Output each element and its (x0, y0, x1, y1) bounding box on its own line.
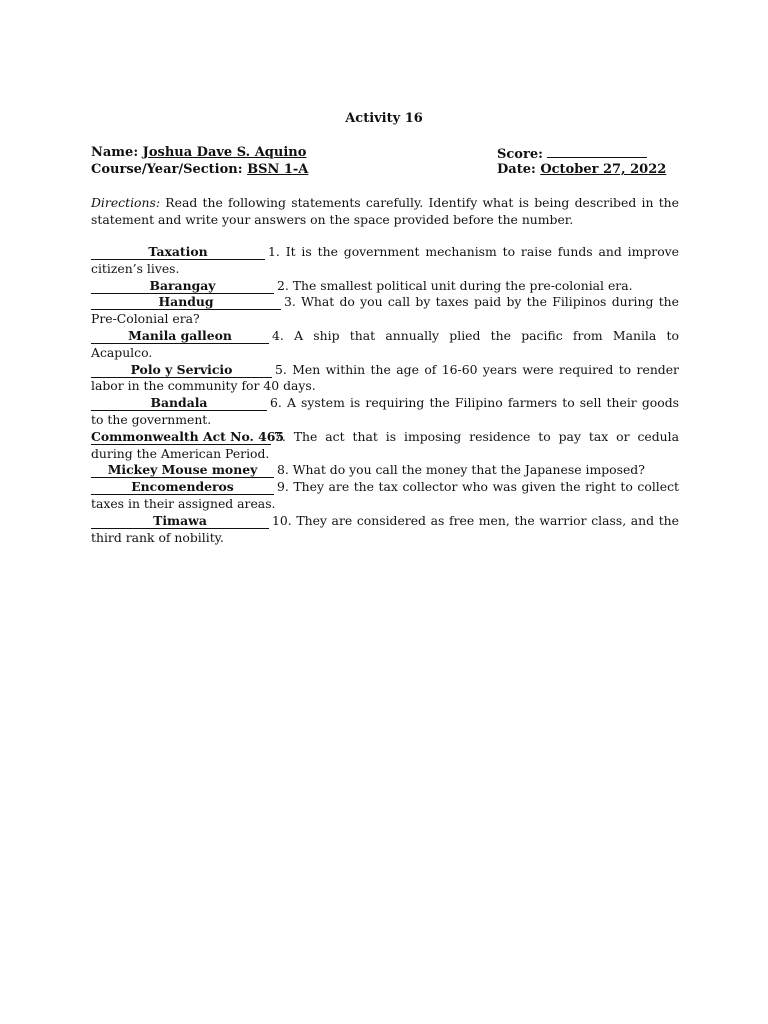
date-line (497, 162, 666, 178)
question-item (91, 362, 679, 396)
name-value: Joshua Dave S. Aquino (142, 145, 307, 160)
answer-blank: Manila galleon (91, 328, 269, 344)
question-item (91, 244, 679, 278)
question-item (91, 513, 679, 547)
question-text: 3. What do you call by taxes paid by the Filipinos during the Pre-Colonial era? (91, 294, 679, 327)
answer-blank: Taxation (91, 244, 265, 260)
score-blank (547, 145, 647, 158)
score-label: Score: (497, 147, 543, 162)
question-text: 4. A ship that annually plied the pacific from Manila to Acapulco. (91, 327, 679, 360)
directions-label: Directions: (91, 195, 161, 210)
course-line (91, 162, 308, 178)
question-item (91, 294, 679, 328)
answer-blank: Mickey Mouse money (91, 462, 274, 478)
question-text: 1. It is the government mechanism to raise funds and improve citizen’s lives. (91, 244, 679, 276)
name-line (91, 145, 306, 161)
answer-blank: Barangay (91, 278, 274, 294)
question-text: 8. What do you call the money that the Japanese imposed? (277, 462, 645, 478)
question-item (91, 479, 679, 513)
answer-blank: Bandala (91, 395, 267, 411)
question-item (91, 328, 679, 362)
name-label: Name: (91, 145, 139, 160)
question-list (91, 244, 679, 546)
course-label: Course/Year/Section: (91, 162, 243, 177)
date-value: October 27, 2022 (540, 162, 667, 177)
question-item (91, 278, 679, 295)
question-text: 6. A system is requiring the Filipino farmers to sell their goods to the government. (91, 395, 679, 427)
question-text: 5. Men within the age of 16-60 years were required to render labor in the community for 40 days. (91, 361, 679, 394)
score-line (497, 145, 647, 163)
answer-blank: Handug (91, 294, 281, 310)
question-text: 10. They are considered as free men, the warrior class, and the third rank of nobility. (91, 512, 679, 545)
answer-blank: Polo y Servicio (91, 362, 272, 378)
answer-blank: Encomenderos (91, 479, 274, 495)
directions-text: Read the following statements carefully. Identify what is being described in the statement and write your answers on the space provided before the number. (91, 195, 679, 227)
answer-blank: Commonwealth Act No. 465 (91, 428, 285, 444)
question-text: 9. They are the tax collector who was given the right to collect taxes in their assigned areas. (91, 479, 679, 511)
answer-blank: Timawa (91, 513, 269, 529)
directions (91, 195, 679, 228)
date-label: Date: (497, 162, 536, 177)
question-item (91, 395, 679, 429)
question-text: 7. The act that is imposing residence to pay tax or cedula during the American Period. (91, 428, 679, 461)
question-text: 2. The smallest political unit during the pre-colonial era. (277, 277, 633, 293)
question-item (91, 462, 679, 479)
activity-title: Activity 16 (345, 111, 423, 126)
question-item (91, 429, 679, 463)
course-value: BSN 1-A (247, 162, 309, 177)
